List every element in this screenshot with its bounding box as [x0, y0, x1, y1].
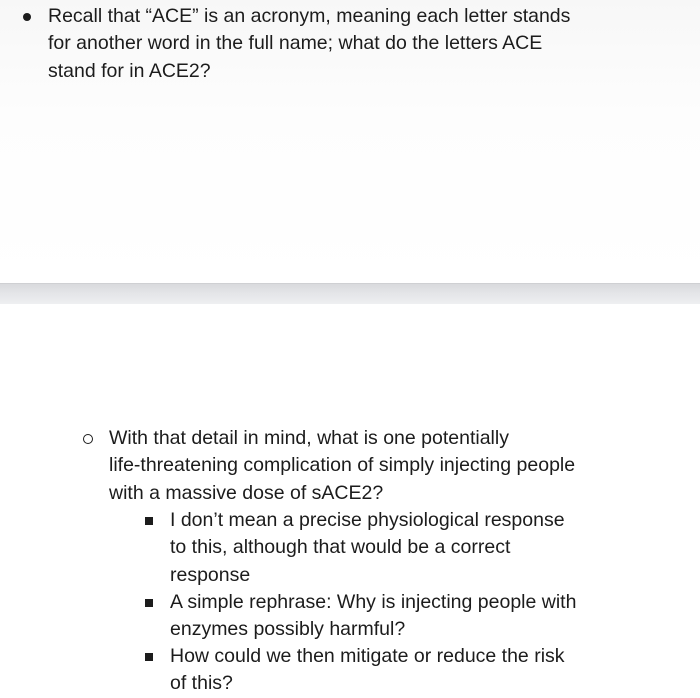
note-line: I don’t mean a precise physiological response — [170, 509, 565, 531]
question-main-line: stand for in ACE2? — [48, 59, 211, 82]
bullet-disc-icon — [23, 13, 31, 21]
bullet-square-icon — [145, 653, 153, 661]
note-item-2 — [170, 589, 576, 644]
note-item-1 — [170, 507, 565, 589]
question-sub-line: with a massive dose of sACE2? — [109, 481, 384, 504]
question-sub — [109, 425, 575, 507]
question-main-line: Recall that “ACE” is an acronym, meaning each letter stands — [48, 5, 571, 27]
note-line: to this, although that would be a correct — [170, 536, 511, 559]
question-main-line: for another word in the full name; what do the letters ACE — [48, 32, 543, 55]
bullet-circle-icon — [83, 434, 93, 444]
note-line: of this? — [170, 672, 233, 695]
question-sub-line: life-threatening complication of simply injecting people — [109, 454, 576, 477]
note-line: A simple rephrase: Why is injecting people with — [170, 591, 577, 613]
bullet-square-icon — [145, 599, 153, 607]
bullet-square-icon — [145, 517, 153, 525]
note-line: enzymes possibly harmful? — [170, 618, 406, 641]
question-main — [48, 3, 570, 85]
question-sub-line: With that detail in mind, what is one potentially — [109, 427, 509, 449]
note-line: response — [170, 563, 251, 586]
note-item-3 — [170, 643, 565, 698]
page-break — [0, 283, 700, 304]
note-line: How could we then mitigate or reduce the risk — [170, 645, 565, 667]
